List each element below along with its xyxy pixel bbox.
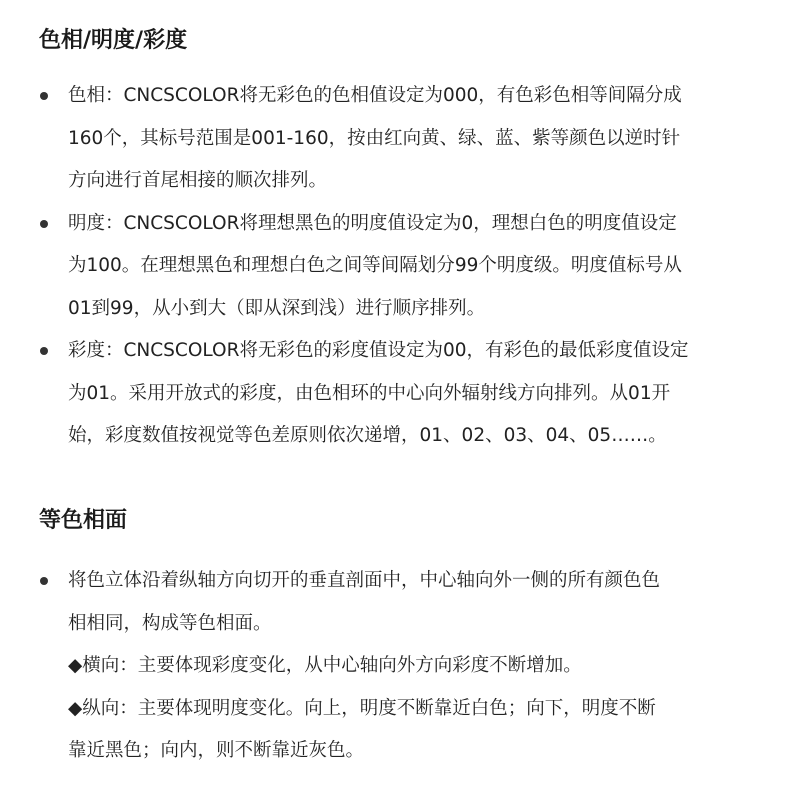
section-equal-hue-plane <box>0 498 800 773</box>
bullet-dot-icon <box>40 92 48 100</box>
list-item-lightness <box>0 203 800 331</box>
text-line: 160个，其标号范围是001-160，按由红向黄、绿、蓝、紫等颜色以逆时针 <box>68 127 681 149</box>
list-item-equal-hue-plane <box>0 560 800 773</box>
text-line: 方向进行首尾相接的顺次排列。 <box>68 170 328 191</box>
section-heading: 等色相面 <box>39 508 128 533</box>
section-hue-lightness-chroma <box>0 18 800 458</box>
bullet-list <box>0 560 800 773</box>
text-line: 始，彩度数值按视觉等色差原则依次递增，01、02、03、04、05……。 <box>68 425 667 446</box>
text-line: 靠近黑色；向内，则不断靠近灰色。 <box>68 740 365 761</box>
text-line: 明度：CNCSCOLOR将理想黑色的明度值设定为0，理想白色的明度值设定 <box>68 212 677 234</box>
text-line: 将色立体沿着纵轴方向切开的垂直剖面中，中心轴向外一侧的所有颜色色 <box>68 570 661 591</box>
bullet-dot-icon <box>40 577 48 585</box>
list-item-hue <box>0 75 800 203</box>
text-line: 为01。采用开放式的彩度，由色相环的中心向外辐射线方向排列。从01开 <box>68 382 671 404</box>
bullet-dot-icon <box>40 220 48 228</box>
text-line: 01到99，从小到大（即从深到浅）进行顺序排列。 <box>68 297 486 319</box>
sub-point-horizontal: ◆横向：主要体现彩度变化，从中心轴向外方向彩度不断增加。 <box>68 655 582 676</box>
text-line: 为100。在理想黑色和理想白色之间等间隔划分99个明度级。明度值标号从 <box>68 255 682 276</box>
text-line: 色相：CNCSCOLOR将无彩色的色相值设定为000，有色彩色相等间隔分成 <box>68 85 682 106</box>
text-line: 彩度：CNCSCOLOR将无彩色的彩度值设定为00，有彩色的最低彩度值设定 <box>68 340 689 361</box>
text-line: 相相同，构成等色相面。 <box>68 612 272 634</box>
sub-point-vertical: ◆纵向：主要体现明度变化。向上，明度不断靠近白色；向下，明度不断 <box>68 697 656 719</box>
bullet-dot-icon <box>40 347 48 355</box>
list-item-chroma <box>0 330 800 458</box>
section-heading: 色相/明度/彩度 <box>39 28 188 53</box>
bullet-list <box>0 75 800 458</box>
